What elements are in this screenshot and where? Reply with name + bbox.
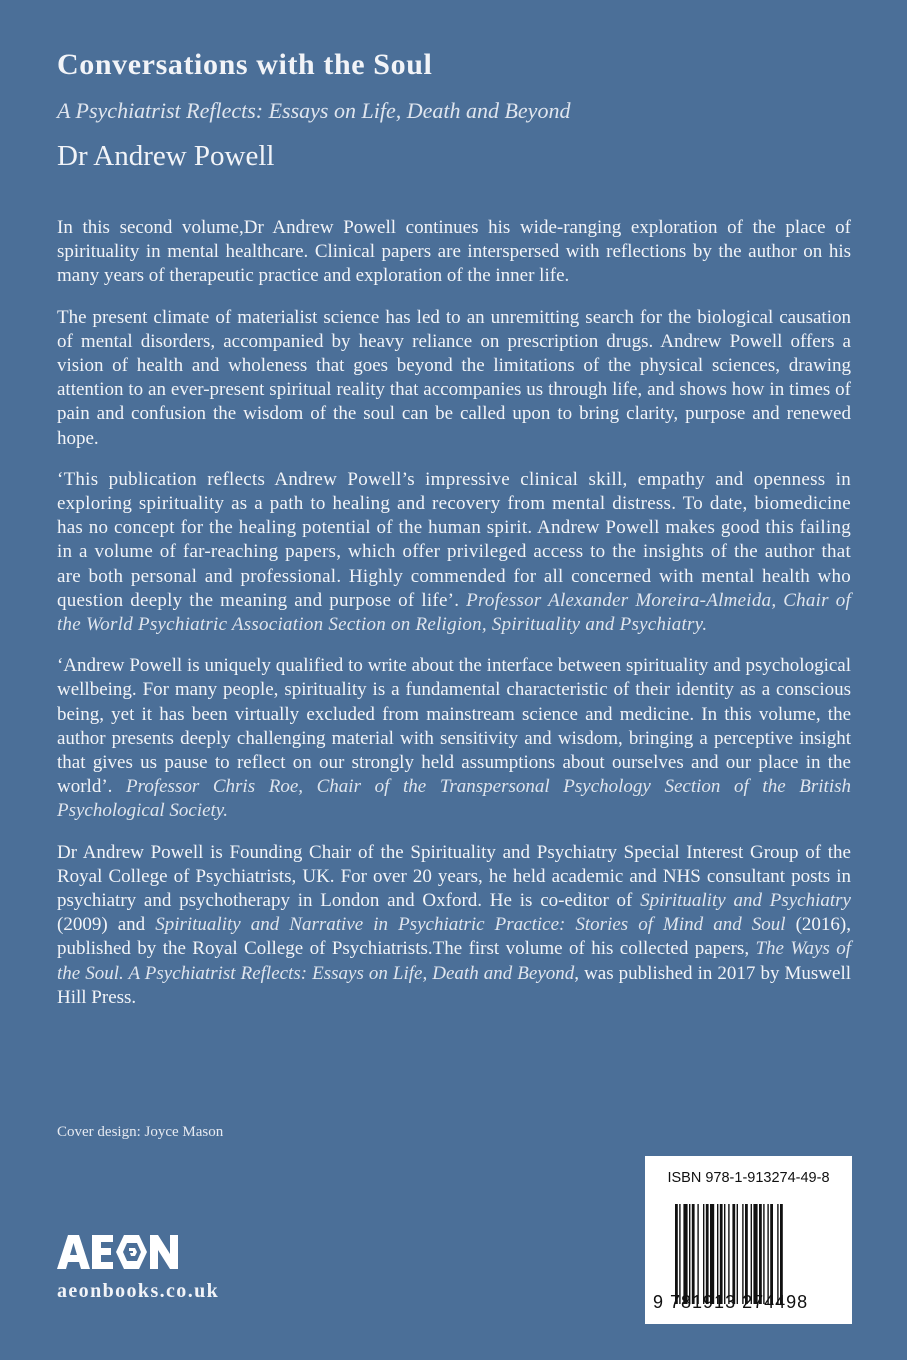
barcode-bar <box>703 1204 704 1304</box>
paragraph-text: In this second volume,Dr Andrew Powell continues his wide-ranging exploration of the place of spirituality in mental healthcare. Clinical papers are interspersed with reflections by the author on his many years of therapeutic practice and exploration of the inner life. <box>57 217 851 287</box>
barcode-bar <box>728 1204 729 1304</box>
barcode-bar <box>692 1204 695 1304</box>
barcode-bar <box>689 1204 690 1304</box>
book-reference: Spirituality and Psychiatry <box>640 890 851 912</box>
bio-text: , was published in 2017 by Muswell Hill Press. <box>57 962 852 1008</box>
barcode-bar <box>720 1204 723 1304</box>
book-author: Dr Andrew Powell <box>57 140 275 172</box>
barcode-bar <box>683 1204 687 1304</box>
barcode-bar <box>767 1204 768 1304</box>
barcode-bars <box>675 1204 825 1304</box>
barcode-bar <box>717 1204 718 1304</box>
barcode-bar <box>710 1204 714 1304</box>
barcode-bar <box>770 1204 773 1304</box>
barcode-bar <box>732 1204 735 1304</box>
cover-design-credit: Cover design: Joyce Mason <box>57 1124 224 1140</box>
barcode-digits: 9 781913 274498 <box>653 1292 809 1312</box>
paragraph-text: The present climate of materialist science has led to an unremitting search for the biological causation of mental disorders, accompanied by heavy reliance on prescription drugs. Andrew Powell offers a vision of health and wholeness that goes beyond the limitations of the physical sciences, drawing attention to an ever-present spiritual reality that accompanies us through life, and shows how in times of pain and confusion the wisdom of the soul can be called upon to bring clarity, purpose and renewed hope. <box>57 306 851 449</box>
quote-attribution: Professor Chris Roe, Chair of the Transpersonal Psychology Section of the British Psychological Society. <box>57 776 851 822</box>
blurb-paragraph-intro <box>57 216 851 289</box>
barcode-bar <box>763 1204 764 1304</box>
bio-text: (2016), published by the Royal College of Psychiatrists.The first volume of his collected papers, <box>57 914 852 960</box>
isbn-label: ISBN 978-1-913274-49-8 <box>667 1170 830 1186</box>
blurb-paragraph-vision <box>57 306 851 451</box>
barcode-bar <box>679 1204 680 1304</box>
barcode-bar <box>737 1204 738 1304</box>
book-reference: Spirituality and Narrative in Psychiatric Practice: Stories of Mind and Soul <box>155 914 786 936</box>
book-subtitle: A Psychiatrist Reflects: Essays on Life, Death and Beyond <box>57 98 571 123</box>
isbn-barcode <box>645 1156 852 1324</box>
bio-text: (2009) and <box>57 914 156 936</box>
endorsement-roe <box>57 654 851 823</box>
barcode-bar <box>751 1204 752 1304</box>
barcode-bar <box>777 1204 778 1304</box>
quote-text: ‘This publication reflects Andrew Powell’s impressive clinical skill, empathy and openness in exploring spirituality as a path to healing and recovery from mental distress. To date, biomedicine has no concept for the healing potential of the human spirit. Andrew Powell makes good this failing in a volume of far-reaching papers, which offer privileged access to the insights of the author that are both personal and professional. Highly commended for all concerned with mental health who question deeply the meaning and purpose of life’. <box>57 468 851 611</box>
barcode-bar <box>753 1204 757 1304</box>
barcode-bar <box>759 1204 762 1304</box>
barcode-bar <box>724 1204 725 1304</box>
endorsement-moreira-almeida <box>57 468 851 637</box>
quote-text: ‘Andrew Powell is uniquely qualified to write about the interface between spirituality and psychological wellbeing. For many people, spirituality is a fundamental characteristic of their identity as a conscious being, yet it has been virtually excluded from mainstream science and medicine. In this volume, the author presents deeply challenging material with sensitivity and wisdom, bringing a perceptive insight that gives us pause to reflect on our strongly held assumptions about ourselves and our place in the world’. <box>57 655 851 798</box>
barcode-bar <box>742 1204 743 1304</box>
barcode-bar <box>780 1204 783 1304</box>
barcode-bar <box>675 1204 678 1304</box>
aeon-logo <box>57 1234 187 1270</box>
quote-attribution: Professor Alexander Moreira-Almeida, Chair of the World Psychiatric Association Section on Religion, Spirituality and Psychiatry. <box>57 589 851 636</box>
blurb <box>57 216 851 1027</box>
barcode-bar <box>745 1204 748 1304</box>
author-bio <box>57 841 851 1010</box>
publisher-website: aeonbooks.co.uk <box>57 1280 220 1302</box>
book-reference: The Ways of the Soul. A Psychiatrist Reflects: Essays on Life, Death and Beyond <box>57 938 851 984</box>
barcode-bar <box>697 1204 698 1304</box>
bio-text: Dr Andrew Powell is Founding Chair of the Spirituality and Psychiatry Special Interest Group of the Royal College of Psychiatrists, UK. For over 20 years, he held academic and NHS consultant posts in psychiatry and psychotherapy in London and Oxford. He is co-editor of <box>57 841 851 912</box>
barcode-bar <box>706 1204 709 1304</box>
book-title: Conversations with the Soul <box>57 48 433 81</box>
